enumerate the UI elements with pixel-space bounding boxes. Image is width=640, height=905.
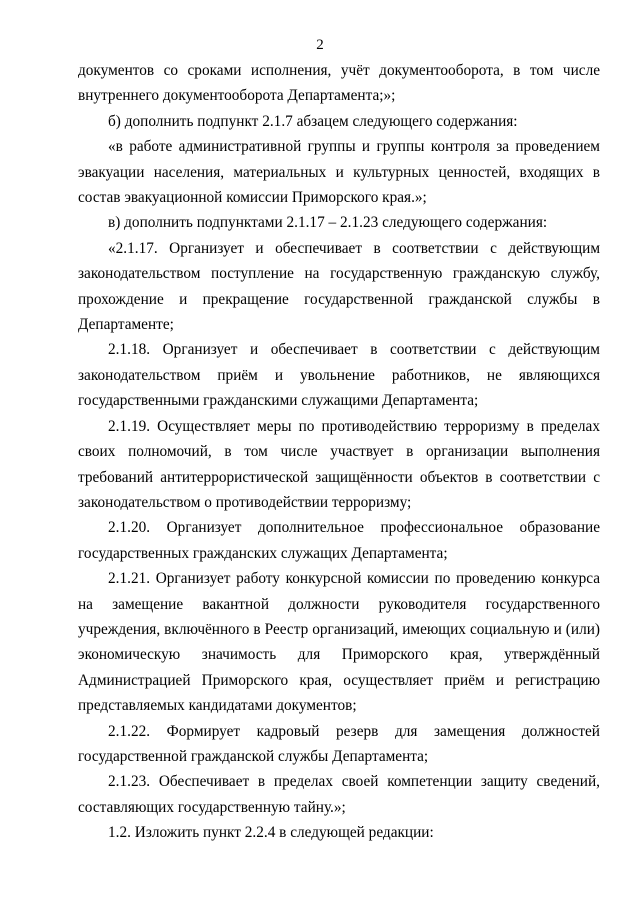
paragraph-2-1-22: 2.1.22. Формирует кадровый резерв для замещения должностей государственной гражданской службы Департамента; — [78, 722, 600, 765]
paragraph-2-1-18: 2.1.18. Организует и обеспечивает в соответствии с действующим законодательством приём и увольнение работников, не являющихся государственными гражданскими служащими Департамента; — [78, 341, 600, 410]
page-number: 2 — [316, 37, 324, 53]
paragraph-continuation: документов со сроками исполнения, учёт документооборота, в том числе внутреннего документооборота Департамента;»; — [78, 62, 600, 105]
paragraph-2-1-23: 2.1.23. Обеспечивает в пределах своей компетенции защиту сведений, составляющих государственную тайну.»; — [78, 773, 600, 816]
paragraph-2-1-17: «2.1.17. Организует и обеспечивает в соответствии с действующим законодательством поступление на государственную гражданскую службу, прохождение и прекращение государственной гражданской службы в Департаменте; — [78, 239, 600, 334]
paragraph-evacuation: «в работе административной группы и группы контроля за проведением эвакуации населения, материальных и культурных ценностей, входящих в состав эвакуационной комиссии Приморского края.»; — [78, 138, 600, 207]
paragraph-2-1-20: 2.1.20. Организует дополнительное профессиональное образование государственных гражданских служащих Департамента; — [78, 519, 600, 562]
document-body — [78, 58, 600, 846]
paragraph-1-2: 1.2. Изложить пункт 2.2.4 в следующей редакции: — [108, 824, 434, 842]
paragraph-item-v: в) дополнить подпунктами 2.1.17 – 2.1.23 следующего содержания: — [108, 214, 548, 232]
paragraph-item-b: б) дополнить подпункт 2.1.7 абзацем следующего содержания: — [108, 112, 518, 130]
paragraph-2-1-21: 2.1.21. Организует работу конкурсной комиссии по проведению конкурса на замещение вакантной должности руководителя государственного учреждения, включённого в Реестр организаций, имеющих социальную и (или) экономическую значимость для Приморского края, утверждённый Администрацией Приморского края, осуществляет приём и регистрацию представляемых кандидатами документов; — [78, 570, 600, 715]
paragraph-2-1-19: 2.1.19. Осуществляет меры по противодействию терроризму в пределах своих полномочий, в том числе участвует в организации выполнения требований антитеррористической защищённости объектов в соответствии с законодательством о противодействии терроризму; — [78, 417, 600, 511]
